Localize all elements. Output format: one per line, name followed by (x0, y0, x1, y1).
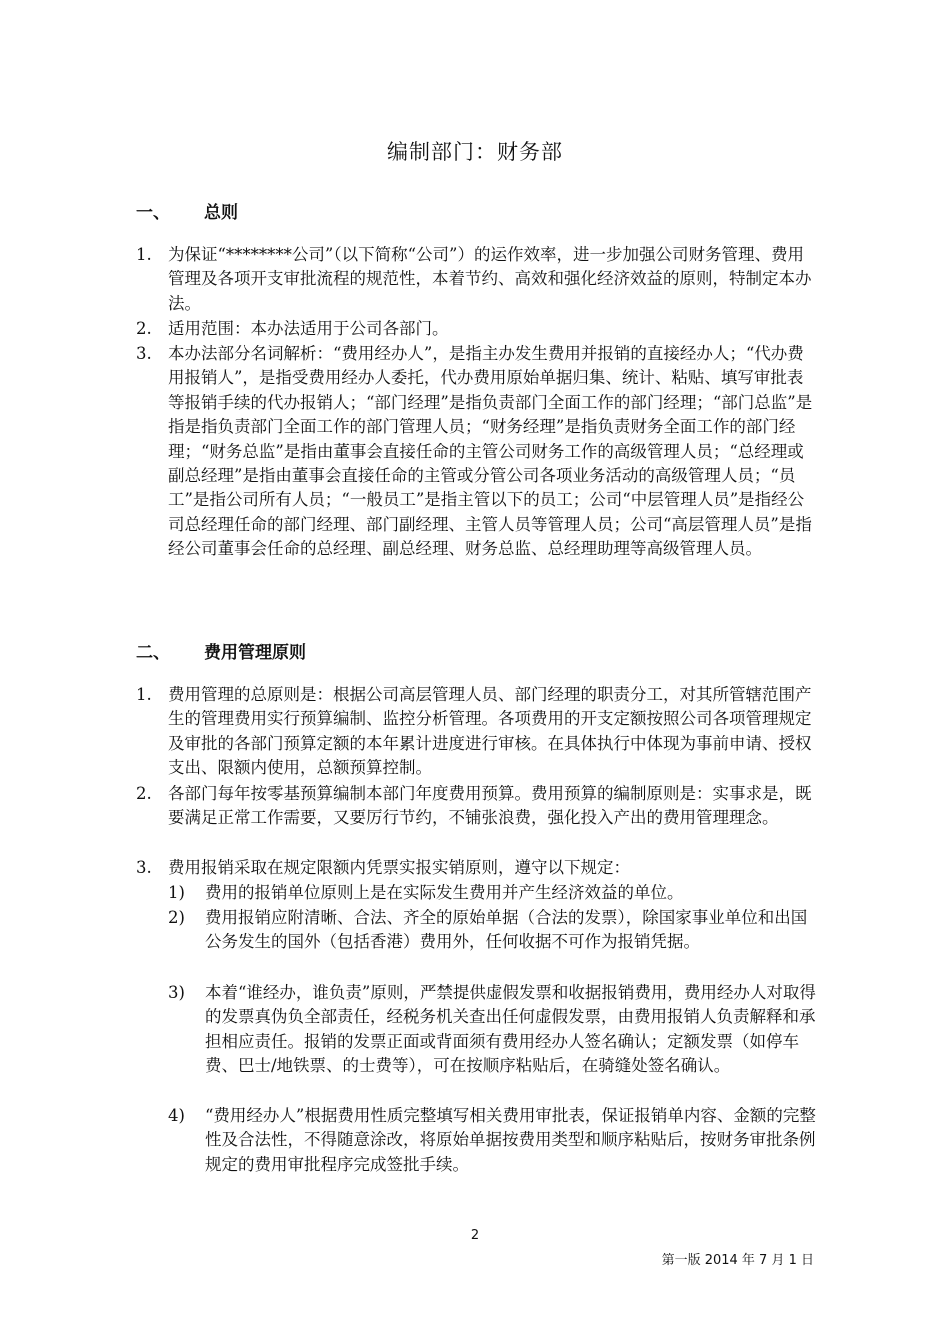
sub-list-item (168, 1104, 816, 1177)
sub-item-text: “费用经办人”根据费用性质完整填写相关费用审批表，保证报销单内容、金额的完整性及合法性，不得随意涂改，将原始单据按费用类型和顺序粘贴后，按财务审批条例规定的费用审批程序完成签批手续。 (205, 1106, 816, 1174)
sub-item-text: 本着“谁经办，谁负责”原则，严禁提供虚假发票和收据报销费用，费用经办人对取得的发票真伪负全部责任，经税务机关查出任何虚假发票，由费用报销人负责解释和承担相应责任。报销的发票正面或背面须有费用经办人签名确认；定额发票（如停车费、巴士/地铁票、的士费等），可在按顺序粘贴后，在骑缝处签名确认。 (205, 983, 816, 1076)
item-number: 2. (136, 784, 152, 803)
section-title: 费用管理原则 (204, 643, 306, 663)
version-date: 第一版 2014 年 7 月 1 日 (661, 1253, 814, 1268)
sub-list-item (168, 906, 816, 955)
page-number: 2 (470, 1228, 480, 1243)
item-number: 2. (136, 319, 152, 338)
list-item (136, 856, 816, 880)
list-item (136, 683, 816, 781)
sub-item-number: 4) (168, 1106, 185, 1125)
item-number: 3. (136, 858, 152, 877)
sub-item-text: 费用报销应附清晰、合法、齐全的原始单据（合法的发票），除国家事业单位和出国公务发生的国外（包括香港）费用外，任何收据不可作为报销凭据。 (205, 908, 808, 952)
item-text: 费用管理的总原则是：根据公司高层管理人员、部门经理的职责分工，对其所管辖范围产生的管理费用实行预算编制、监控分析管理。各项费用的开支定额按照公司各项管理规定及审批的各部门预算定额的本年累计进度进行审核。在具体执行中体现为事前申请、授权支出、限额内使用，总额预算控制。 (168, 685, 812, 778)
section-number: 二、 (136, 643, 170, 663)
item-text: 适用范围：本办法适用于公司各部门。 (168, 319, 449, 338)
list-item (136, 342, 816, 562)
sub-item-number: 3) (168, 983, 185, 1002)
item-text: 各部门每年按零基预算编制本部门年度费用预算。费用预算的编制原则是：实事求是，既要满足正常工作需要，又要厉行节约，不铺张浪费，强化投入产出的费用管理理念。 (168, 784, 812, 828)
item-number: 1. (136, 245, 152, 264)
list-item (136, 317, 816, 341)
list-item (136, 243, 816, 316)
item-text: 为保证“********公司”（以下简称“公司”）的运作效率，进一步加强公司财务管理、费用管理及各项开支审批流程的规范性，本着节约、高效和强化经济效益的原则，特制定本办法。 (168, 245, 812, 313)
item-number: 1. (136, 685, 152, 704)
page-title: 编制部门：财务部 (387, 140, 563, 164)
item-text: 本办法部分名词解析：“费用经办人”，是指主办发生费用并报销的直接经办人；“代办费用报销人”，是指受费用经办人委托，代办费用原始单据归集、统计、粘贴、填写审批表等报销手续的代办报销人；“部门经理”是指负责部门全面工作的部门经理；“部门总监”是指是指负责部门全面工作的部门管理人员；“财务经理”是指负责财务全面工作的部门经理；“财务总监”是指由董事会直接任命的主管公司财务工作的高级管理人员；“总经理或副总经理”是指由董事会直接任命的主管或分管公司各项业务活动的高级管理人员；“员工”是指公司所有人员；“一般员工”是指主管以下的员工；公司“中层管理人员”是指经公司总经理任命的部门经理、部门副经理、主管人员等管理人员；公司“高层管理人员”是指经公司董事会任命的总经理、副总经理、财务总监、总经理助理等高级管理人员。 (168, 344, 813, 559)
item-number: 3. (136, 344, 152, 363)
section-number: 一、 (136, 203, 170, 223)
list-item (136, 782, 816, 831)
item-text: 费用报销采取在规定限额内凭票实报实销原则，遵守以下规定： (168, 858, 630, 877)
sub-item-text: 费用的报销单位原则上是在实际发生费用并产生经济效益的单位。 (205, 883, 684, 902)
sub-item-number: 2) (168, 908, 185, 927)
sub-item-number: 1) (168, 883, 185, 902)
section-heading-expense-principles (136, 638, 306, 663)
sub-list-item (168, 881, 816, 905)
sub-list-item (168, 981, 816, 1079)
section-heading-general (136, 198, 238, 223)
section-title: 总则 (204, 203, 238, 223)
